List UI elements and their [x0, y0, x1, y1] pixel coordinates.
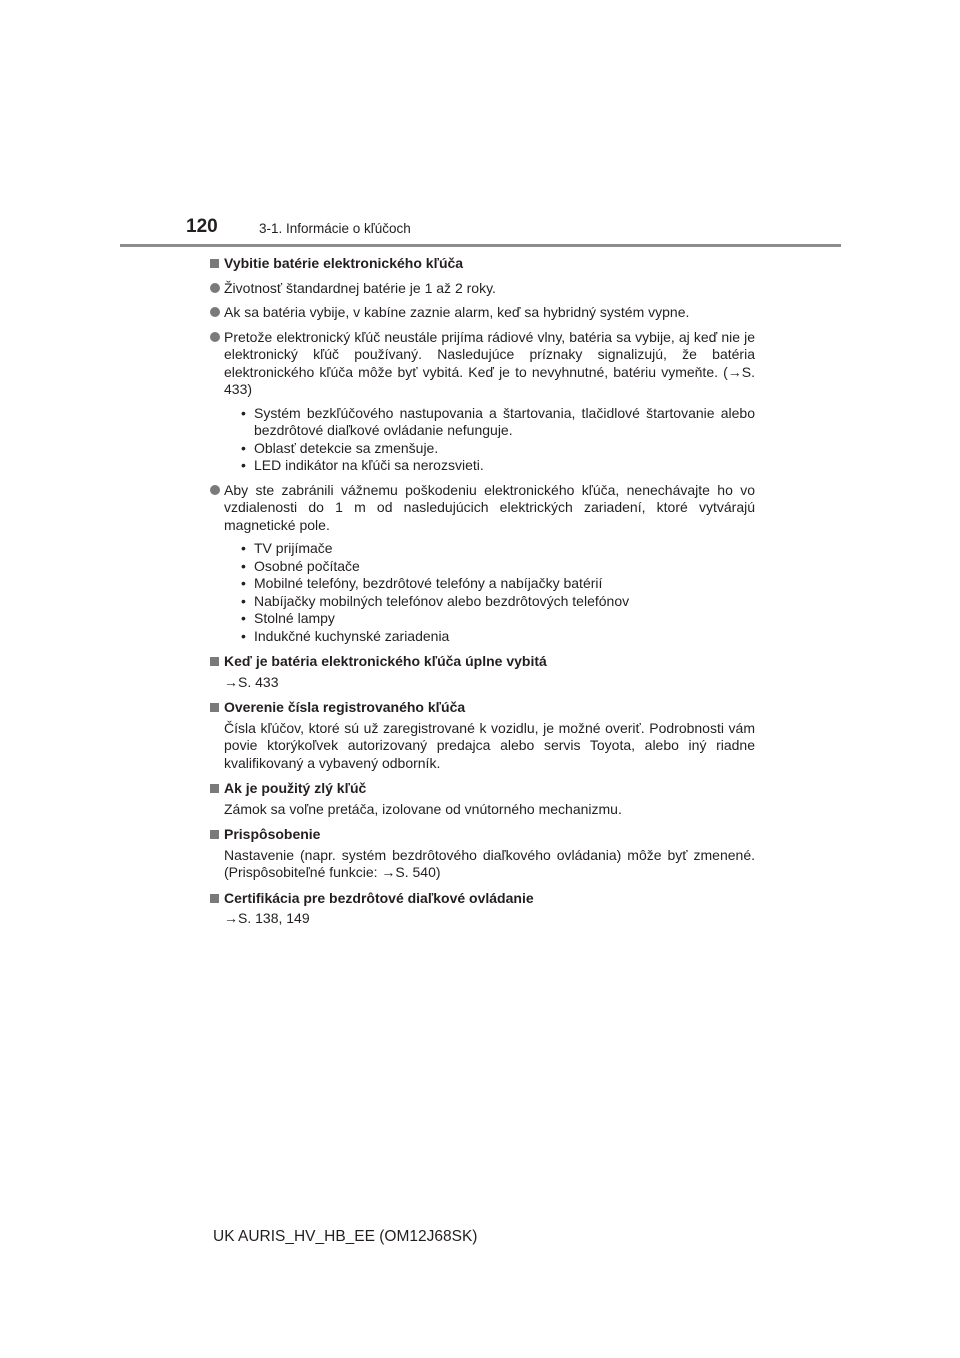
- bullet-item: Pretože elektronický kľúč neustále prijíma rádiové vlny, batéria sa vybije, aj keď nie je elektronický kľúč používaný. Nasledujúce príznaky signalizujú, že batéria elektronického kľúča môže byť vybitá. Keď je to nevyhnutné, batériu vymeňte. (→S. 433) • Systém bezkľúčového nastupovania a štartovania, tlačidlové štartovanie alebo bezdrôtové diaľkové ovládanie nefunguje. • Oblasť detekcie sa zmenšuje. • LED indikátor na kľúči sa nerozsvieti.: [210, 329, 755, 475]
- header-divider: [120, 244, 841, 247]
- bullet-item: Aby ste zabránili vážnemu poškodeniu elektronického kľúča, nenechávajte ho vo vzdialenosti do 1 m od nasledujúcich elektrických zariadení, ktoré vytvárajú magnetické pole. • TV prijímače • Osobné počítače • Mobilné telefóny, bezdrôtové telefóny a nabíjačky batérií • Nabíjačky mobilných telefónov alebo bezdrôtových telefónov • Stolné lampy • Indukčné kuchynské zariadenia: [210, 482, 755, 646]
- square-bullet-icon: [210, 830, 219, 839]
- section-heading: Ak je použitý zlý kľúč: [210, 780, 755, 798]
- square-bullet-icon: [210, 657, 219, 666]
- list-item: • TV prijímače: [241, 540, 333, 556]
- list-item: • Oblasť detekcie sa zmenšuje.: [241, 439, 439, 456]
- paragraph: Nastavenie (napr. systém bezdrôtového diaľkového ovládania) môže byť zmenené. (Prispôsobiteľné funkcie: →S. 540): [224, 846, 755, 880]
- paragraph: Čísla kľúčov, ktoré sú už zaregistrované k vozidlu, je možné overiť. Podrobnosti vám povie ktorýkoľvek autorizovaný predajca alebo servis Toyota, alebo iný riadne kvalifikovaný a vybavený odborník.: [224, 719, 755, 771]
- bullet-item: Životnosť štandardnej batérie je 1 až 2 roky.: [210, 280, 755, 298]
- square-bullet-icon: [210, 703, 219, 712]
- list-item: • Osobné počítače: [241, 557, 360, 574]
- page-header: [0, 0, 960, 250]
- list-item: • Nabíjačky mobilných telefónov alebo bezdrôtových telefónov: [241, 592, 630, 609]
- section-heading: Prispôsobenie: [210, 826, 755, 844]
- square-bullet-icon: [210, 894, 219, 903]
- model-code-footer: UK AURIS_HV_HB_EE (OM12J68SK): [213, 1228, 478, 1245]
- square-bullet-icon: [210, 259, 219, 268]
- symptom-list: [224, 405, 755, 475]
- circle-bullet-icon: [210, 485, 220, 495]
- circle-bullet-icon: [210, 332, 220, 342]
- paragraph: Zámok sa voľne pretáča, izolovane od vnútorného mechanizmu.: [224, 800, 622, 817]
- list-item: • Indukčné kuchynské zariadenia: [241, 627, 450, 644]
- bullet-item: Ak sa batéria vybije, v kabíne zaznie alarm, keď sa hybridný systém vypne.: [210, 304, 755, 322]
- page-number: 120: [186, 216, 218, 237]
- list-item: • Mobilné telefóny, bezdrôtové telefóny a nabíjačky batérií: [241, 575, 603, 591]
- circle-bullet-icon: [210, 307, 220, 317]
- section-heading: Vybitie batérie elektronického kľúča: [210, 255, 755, 273]
- circle-bullet-icon: [210, 283, 220, 293]
- list-item: • Stolné lampy: [241, 610, 335, 626]
- list-item: • LED indikátor na kľúči sa nerozsvieti.: [241, 457, 484, 473]
- square-bullet-icon: [210, 784, 219, 793]
- section-heading: Overenie čísla registrovaného kľúča: [210, 699, 755, 717]
- section-heading: Keď je batéria elektronického kľúča úplne vybitá: [210, 653, 755, 671]
- device-list: [224, 540, 755, 645]
- page-content: [210, 255, 755, 928]
- page-reference: →S. 433: [224, 673, 279, 690]
- section-title: 3-1. Informácie o kľúčoch: [259, 221, 411, 236]
- list-item: • Systém bezkľúčového nastupovania a štartovania, tlačidlové štartovanie alebo bezdrôtové diaľkové ovládanie nefunguje.: [241, 404, 755, 438]
- page-reference: →S. 138, 149: [224, 910, 310, 926]
- section-heading: Certifikácia pre bezdrôtové diaľkové ovládanie: [210, 890, 755, 908]
